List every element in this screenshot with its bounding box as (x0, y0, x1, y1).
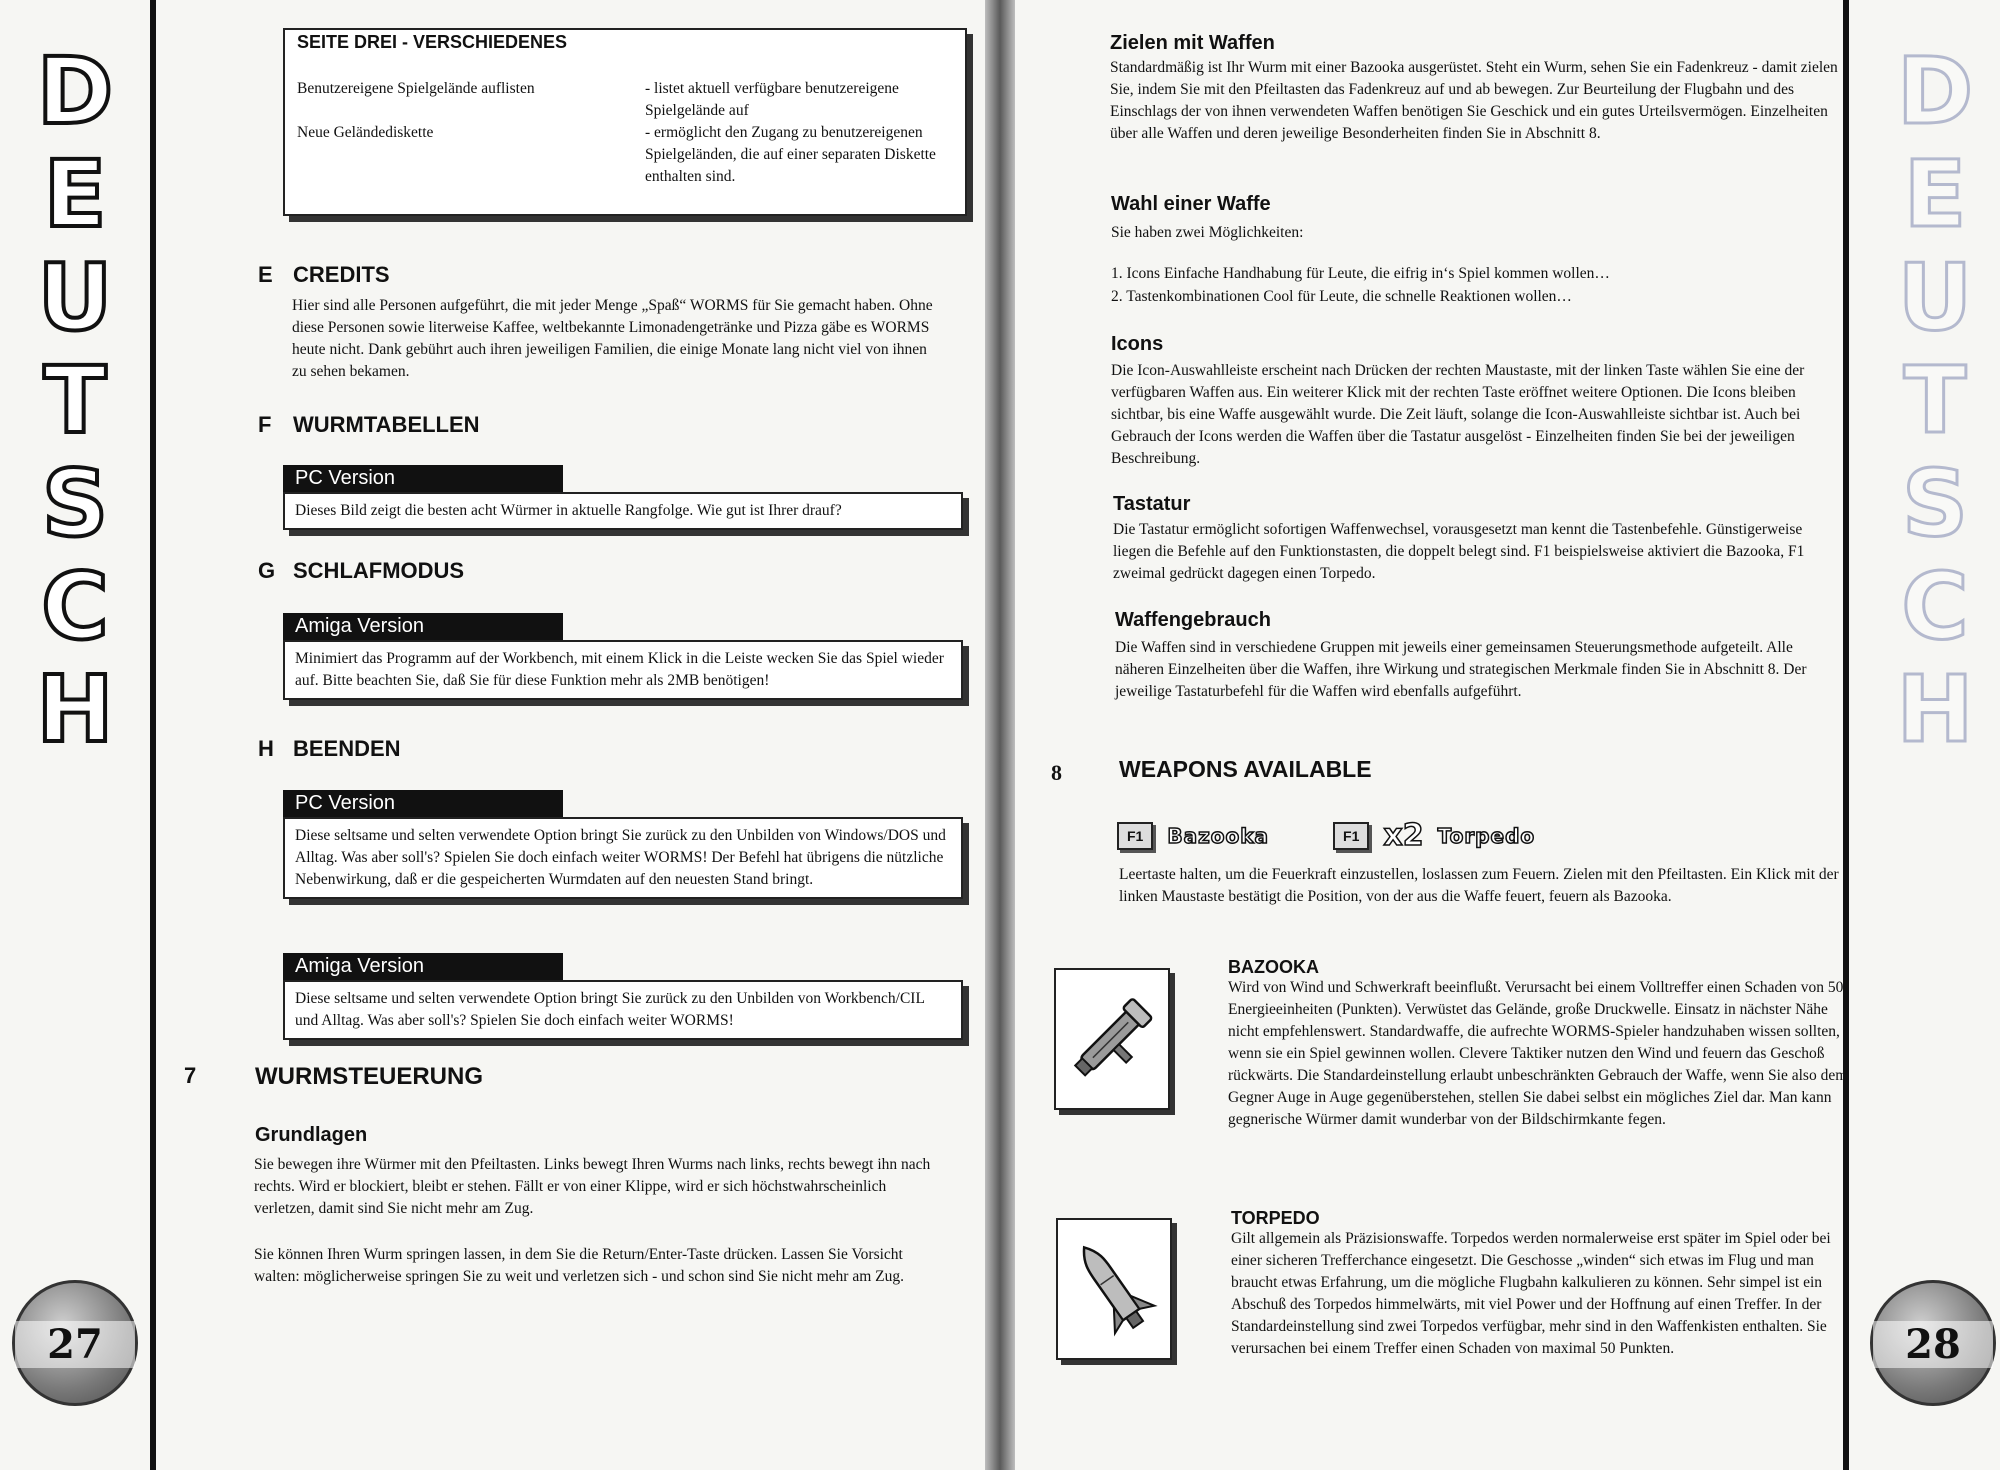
side-letter: E (1903, 141, 1967, 248)
section-letter: E (258, 262, 273, 287)
section-title-credits: CREDITS (293, 262, 390, 287)
choose-option-2: 2. Tastenkombinationen Cool für Leute, die schnelle Reaktionen wollen… (1111, 288, 1572, 305)
options-box-title: SEITE DREI - VERSCHIEDENES (297, 32, 568, 52)
section-title-wurmtabellen: WURMTABELLEN (293, 412, 480, 437)
options-row-desc: - listet aktuell verfügbare benutzereigene Spielgelände auf (645, 80, 899, 119)
torpedo-picture (1056, 1218, 1172, 1360)
version-text: Minimiert das Programm auf der Workbench, mit einem Klick in die Leiste wecken Sie das Spiel wieder auf. Bitte beachten Sie, daß Sie für diese Funktion mehr als 2MB benötigen! (283, 640, 963, 700)
page-number-grenade-icon (12, 1280, 138, 1406)
keyboard-text: Die Tastatur ermöglicht sofortigen Waffenwechsel, vorausgesetzt man kennt die Tastenbefehle. Günstigerweise liegen die Befehle auf den Funktionstasten, die doppelt belegt sind. F1 beispielsweise aktiviert die Bazooka, F1 zweimal gedrückt dagegen einen Torpedo. (1113, 521, 1805, 582)
control-paragraph-2: Sie können Ihren Wurm springen lassen, in dem Sie die Return/Enter-Taste drücken. Lassen Sie Vorsicht walten: möglicherweise springen Sie zu weit und verletzen sich - und schon sind Sie nicht mehr am Zug. (254, 1246, 904, 1285)
section-letter: F (258, 412, 272, 437)
side-letter: T (1903, 347, 1967, 454)
side-letter: D (1896, 38, 1974, 145)
section-number: 8 (1051, 760, 1062, 785)
control-paragraph-1: Sie bewegen ihre Würmer mit den Pfeiltasten. Links bewegt Ihren Wurms nach links, rechts bewegt ihn nach rechts. Wird er blockiert, bleibt er stehen. Fällt er von einer Klippe, wird er sich höchstwahrscheinlich verletzen, damit sind Sie nicht mehr am Zug. (254, 1156, 931, 1217)
f1-key-icon: F1 (1333, 822, 1369, 850)
aim-text: Standardmäßig ist Ihr Wurm mit einer Bazooka ausgerüstet. Steht ein Wurm, sehen Sie ein Fadenkreuz - damit zielen Sie, indem Sie mit den Pfeiltasten das Fadenkreuz auf und ab bewegen. Zur Beurteilung der Flugbahn und des Einschlags der von ihnen verwendeten Waffen benötigen Sie Geschick und ein gutes Urteilsvermögen. Einzelheiten über alle Waffen und deren jeweilige Besonderheiten finden Sie in Abschnitt 8. (1110, 59, 1838, 142)
bazooka-icon (1056, 970, 1168, 1108)
subheading-grundlagen: Grundlagen (255, 1124, 368, 1146)
bazooka-label: Bazooka (1167, 823, 1270, 848)
options-row-label: Neue Geländediskette (297, 124, 434, 141)
usage-text: Die Waffen sind in verschiedene Gruppen mit jeweils einer gemeinsamen Steuerungsmethode aufgeteilt. Alle näheren Einzelheiten über die Waffen, ihre Wirkung und strategischen Merkmale finden Sie in Abschnitt 8. Der jeweilige Tastaturbefehl für die Waffen wird ebenfalls aufgeführt. (1115, 639, 1807, 700)
bazooka-picture (1054, 968, 1170, 1110)
version-label: PC Version (283, 465, 563, 492)
version-text: Diese seltsame und selten verwendete Option bringt Sie zurück zu den Unbilden von Workbench/CIL und Alltag. Was aber soll's? Spielen Sie doch einfach weiter WORMS! (283, 980, 963, 1040)
icons-text: Die Icon-Auswahlleiste erscheint nach Drücken der rechten Maustaste, mit der linken Taste wählen Sie eine der verfügbaren Waffen aus. Ein weiterer Klick mit der rechten Taste eröffnet weitere Optionen. Die Icons bleiben sichtbar, bis eine Waffe ausgewählt wurde. Die Zeit läuft, solange die Icon-Auswahlleiste sichtbar ist. Auch bei Gebrauch der Icons werden die Waffen über die Tastatur ausgelöst - Einzelheiten finden Sie bei der jeweiligen Beschreibung. (1111, 362, 1805, 467)
weapon-key-row (1117, 818, 1535, 853)
bazooka-text: Wird von Wind und Schwerkraft beeinflußt. Verursacht bei einem Volltreffer einen Schaden von 50 Energieeinheiten (Punkten). Verwüstet das Gelände, große Druckwelle. Einsatz in nächster Nähe nicht empfehlenswert. Standardwaffe, die aufrechte WORMS-Spieler handzuhaben wissen sollten, wenn sie ein Spiel gewinnen wollen. Clevere Taktiker nutzen den Wind und feuern das Geschoß rückwärts. Die Standardeinstellung erlaubt unbeschränkten Gebrauch der Waffe, wenn Sie also dem Gegner Auge in Auge gegenüberstehen, stellen Sie dabei selbst ein mögliches Ziel dar. Man kann gegnerische Würmer damit wunderbar von der Bildschirmkante fegen. (1228, 979, 1848, 1128)
heading-icons: Icons (1111, 333, 1164, 355)
section-letter: G (258, 558, 276, 583)
side-letter: C (1901, 553, 1969, 660)
left-page (0, 0, 985, 1470)
heading-wahl: Wahl einer Waffe (1111, 193, 1271, 215)
version-label: PC Version (283, 790, 563, 817)
amiga-version-box (283, 613, 963, 700)
book-gutter (985, 0, 1015, 1470)
page-number-grenade-icon (1870, 1280, 1996, 1406)
heading-zielen: Zielen mit Waffen (1110, 32, 1275, 54)
page-number: 27 (15, 1321, 135, 1368)
credits-text: Hier sind alle Personen aufgeführt, die mit jeder Menge „Spaß“ WORMS für Sie gemacht haben. Ohne diese Personen sowie literweise Kaffee, weltbekannte Limonadengetränke und Pizza gäbe es WORMS heute nicht. Dank gebührt auch ihren jeweiligen Familien, die einige Monate lang nicht viel von ihnen zu sehen bekamen. (292, 297, 933, 380)
side-letter: U (1897, 244, 1973, 351)
times-two-label: x2 (1383, 818, 1424, 853)
weapons-intro-text: Leertaste halten, um die Feuerkraft einzustellen, loslassen zum Feuern. Zielen mit den Pfeiltasten. Ein Klick mit der linken Maustaste bestätigt die Position, von der aus die Waffe feuert, feuern als Bazooka. (1119, 866, 1839, 905)
side-letter: S (41, 450, 109, 557)
side-letter: T (43, 347, 107, 454)
side-letter: H (36, 656, 114, 763)
side-letter: H (1896, 656, 1974, 763)
side-title-deutsch (20, 40, 130, 761)
side-letter: E (43, 141, 107, 248)
side-letter: S (1901, 450, 1969, 557)
section-number: 7 (184, 1063, 197, 1088)
side-letter: D (36, 38, 114, 145)
options-box (283, 28, 967, 216)
section-letter: H (258, 736, 274, 761)
pc-version-box (283, 465, 963, 530)
heading-weapons-available: WEAPONS AVAILABLE (1119, 756, 1372, 782)
options-row-desc: - ermöglicht den Zugang zu benutzereigenen Spielgeländen, die auf einer separaten Diskette enthalten sind. (645, 124, 936, 185)
torpedo-icon (1058, 1220, 1170, 1358)
options-row-label: Benutzereigene Spielgelände auflisten (297, 80, 535, 97)
section-title-schlafmodus: SCHLAFMODUS (293, 558, 465, 583)
bazooka-title: BAZOOKA (1228, 957, 1319, 977)
right-page (1015, 0, 2000, 1470)
left-margin-rule (150, 0, 156, 1470)
section-title-wurmsteuerung: WURMSTEUERUNG (255, 1063, 483, 1090)
version-label: Amiga Version (283, 953, 563, 980)
heading-waffengebrauch: Waffengebrauch (1115, 609, 1271, 631)
pc-version-box (283, 790, 963, 899)
side-letter: U (37, 244, 113, 351)
torpedo-title: TORPEDO (1231, 1208, 1320, 1228)
version-text: Dieses Bild zeigt die besten acht Würmer in aktuelle Rangfolge. Wie gut ist Ihrer drauf? (283, 492, 963, 530)
choose-intro: Sie haben zwei Möglichkeiten: (1111, 224, 1304, 241)
torpedo-text: Gilt allgemein als Präzisionswaffe. Torpedos werden normalerweise erst später im Spiel oder bei einer sicheren Trefferchance eingesetzt. Die Geschosse „winden“ sich etwas im Flug und man braucht etwas Erfahrung, um die mögliche Flugbahn kalkulieren zu können. Sehr simpel ist ein Abschuß des Torpedos himmelwärts, mit viel Power und der Hoffnung auf einen Treffer. In der Standardeinstellung sind zwei Torpedos verfügbar, mehr sind in den Waffenkisten enthalten. Sie verursachen bei einem Treffer einen Schaden von maximal 50 Punkten. (1231, 1230, 1831, 1357)
version-label: Amiga Version (283, 613, 563, 640)
f1-key-icon: F1 (1117, 822, 1153, 850)
side-letter: C (41, 553, 109, 660)
page-number: 28 (1873, 1321, 1993, 1368)
heading-tastatur: Tastatur (1113, 493, 1191, 515)
torpedo-label: Torpedo (1437, 823, 1536, 848)
amiga-version-box (283, 953, 963, 1040)
section-title-beenden: BEENDEN (293, 736, 401, 761)
choose-option-1: 1. Icons Einfache Handhabung für Leute, die eifrig in‘s Spiel kommen wollen… (1111, 265, 1610, 282)
version-text: Diese seltsame und selten verwendete Option bringt Sie zurück zu den Unbilden von Windows/DOS und Alltag. Was aber soll's? Spielen Sie doch einfach weiter WORMS! Der Befehl hat übrigens die nützliche Nebenwirkung, daß er die gespeicherten Wurmdaten auf den neuesten Stand bringt. (283, 817, 963, 899)
side-title-deutsch-mirrored (1880, 40, 1990, 761)
